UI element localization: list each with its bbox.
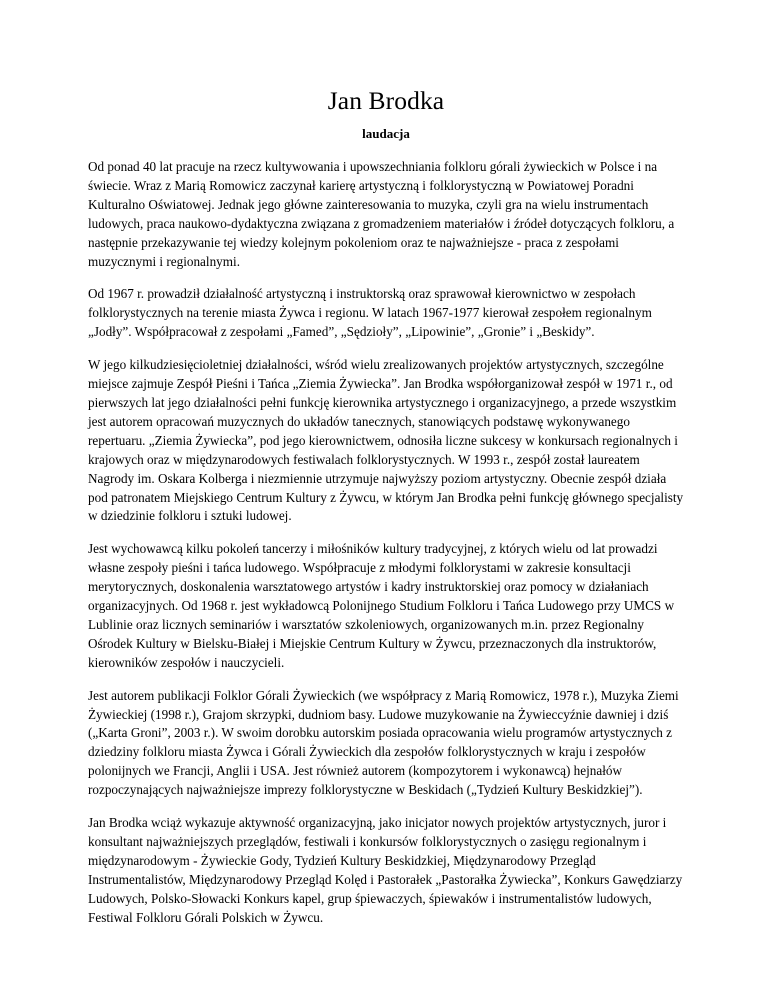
paragraph-1: Od ponad 40 lat pracuje na rzecz kultywowania i upowszechniania folkloru górali żywieckich w Polsce i na świecie. Wraz z Marią Romowicz zaczynał karierę artystyczną i folklorystyczną w Powiatowej Poradni Kulturalno Oświatowej. Jednak jego główne zainteresowania to muzyka, czyli gra na wielu instrumentach ludowych, praca naukowo-dydaktyczna związana z gromadzeniem materiałów i źródeł dotyczących folkloru, a następnie przekazywanie tej wiedzy kolejnym pokoleniom oraz te najważniejsze - praca z zespołami muzycznymi i regionalnymi. (88, 159, 675, 269)
paragraph-5: Jest autorem publikacji Folklor Górali Żywieckich (we współpracy z Marią Romowicz, 1978 r.), Muzyka Ziemi Żywieckiej (1998 r.), Grajom skrzypki, dudniom basy. Ludowe muzykowanie na Żywieccyźnie dawniej i dziś („Karta Groni”, 2003 r.). W swoim dorobku autorskim posiada opracowania wielu programów artystycznych z dziedziny folkloru miasta Żywca i Górali Żywieckich dla zespołów folklorystycznych w kraju i zespołów polonijnych we Francji, Anglii i USA. Jest również autorem (kompozytorem i wykonawcą) hejnałów rozpoczynających najważniejsze imprezy folklorystyczne w Beskidach („Tydzień Kultury Beskidzkiej”). (88, 687, 679, 798)
document-page (88, 86, 684, 928)
document-title: Jan Brodka (327, 86, 445, 115)
paragraph-3: W jego kilkudziesięcioletniej działalności, wśród wielu zrealizowanych projektów artystycznych, szczególne miejsce zajmuje Zespół Pieśni i Tańca „Ziemia Żywiecka”. Jan Brodka współorganizował zespół w 1971 r., od pierwszych lat jego działalności pełni funkcję kierownika artystycznego i organizacyjnego, a przede wszystkim jest autorem opracowań muzycznych do układów tanecznych, stanowiących podstawę wykonywanego repertuaru. „Ziemia Żywiecka”, pod jego kierownictwem, odnosiła liczne sukcesy w konkursach regionalnych i krajowych oraz w międzynarodowych festiwalach folklorystycznych. W 1993 r., zespół został laureatem Nagrody im. Oskara Kolberga i niezmiennie utrzymuje najwyższy poziom artystyczny. Obecnie zespół działa pod patronatem Miejskiego Centrum Kultury z Żywcu, w którym Jan Brodka pełni funkcję głównego specjalisty w dziedzinie folkloru i sztuki ludowej. (88, 357, 684, 524)
document-subtitle: laudacja (362, 126, 410, 141)
paragraph-4: Jest wychowawcą kilku pokoleń tancerzy i miłośników kultury tradycyjnej, z których wielu od lat prowadzi własne zespoły pieśni i tańca ludowego. Współpracuje z młodymi folklorystami w zakresie konsultacji merytorycznych, doskonalenia warsztatowego artystów i kadry instruktorskiej oraz pomocy w działaniach organizacyjnych. Od 1968 r. jest wykładowcą Polonijnego Studium Folkloru i Tańca Ludowego przy UMCS w Lublinie oraz licznych seminariów i warsztatów szkoleniowych, organizowanych m.in. przez Regionalny Ośrodek Kultury w Bielsku-Białej i Miejskie Centrum Kultury w Żywcu, przeznaczonych dla instruktorów, kierowników zespołów i nauczycieli. (88, 541, 675, 670)
paragraph-2: Od 1967 r. prowadził działalność artystyczną i instruktorską oraz sprawował kierownictwo w zespołach folklorystycznych na terenie miasta Żywca i regionu. W latach 1967-1977 kierował zespołem regionalnym „Jodły”. Współpracował z zespołami „Famed”, „Sędzioły”, „Lipowinie”, „Gronie” i „Beskidy”. (88, 286, 652, 340)
paragraph-6: Jan Brodka wciąż wykazuje aktywność organizacyjną, jako inicjator nowych projektów artystycznych, juror i konsultant najważniejszych przeglądów, festiwali i konkursów folklorystycznych o zasięgu regionalnym i międzynarodowym - Żywieckie Gody, Tydzień Kultury Beskidzkiej, Międzynarodowy Przegląd Instrumentalistów, Międzynarodowy Przegląd Kolęd i Pastorałek „Pastorałka Żywiecka”, Konkurs Gawędziarzy Ludowych, Polsko-Słowacki Konkurs kapel, grup śpiewaczych, śpiewaków i instrumentalistów ludowych, Festiwal Folkloru Górali Polskich w Żywcu. (88, 815, 683, 925)
